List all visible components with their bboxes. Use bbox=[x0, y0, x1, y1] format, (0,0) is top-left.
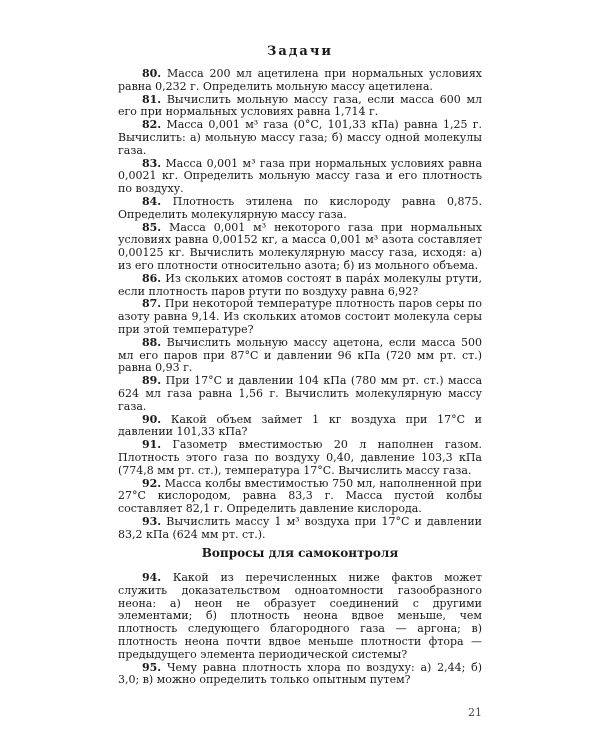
problem-text: Масса 0,001 м³ некоторого газа при нормальных условиях равна 0,00152 кг, а масса 0,001 м³ азота составляет 0,00125 кг. Вычислить молекулярную массу газа, исходя: а) из его плотности относительно азота; б) из мольного объема. bbox=[118, 220, 482, 272]
problem-item bbox=[118, 298, 482, 336]
problem-number: 80. bbox=[142, 67, 162, 80]
problem-text: Масса 200 мл ацетилена при нормальных условиях равна 0,232 г. Определить мольную массу ацетилена. bbox=[118, 67, 482, 93]
problem-text: Плотность этилена по кислороду равна 0,875. Определить молекулярную массу газа. bbox=[118, 194, 482, 221]
problem-text: Газометр вместимостью 20 л наполнен газом. Плотность этого газа по воздуху 0,40, давление 103,3 кПа (774,8 мм рт. ст.), температура 17°С. Вычислить массу газа. bbox=[118, 438, 483, 477]
question-item bbox=[118, 662, 482, 688]
problem-item bbox=[118, 68, 482, 94]
problem-text: Масса 0,001 м³ газа (0°С, 101,33 кПа) равна 1,25 г. Вычислить: а) мольную массу газа; б) массу одной молекулы газа. bbox=[118, 118, 483, 157]
problem-number: 87. bbox=[142, 297, 162, 311]
problem-number: 85. bbox=[142, 220, 162, 234]
problem-item bbox=[118, 375, 482, 413]
problem-item bbox=[118, 94, 482, 120]
problem-item bbox=[118, 119, 482, 157]
problem-number: 81. bbox=[142, 92, 162, 106]
problem-text: Вычислить мольную массу ацетона, если масса 500 мл его паров при 87°С и давлении 96 кПа (720 мм рт. ст.) равна 0,93 г. bbox=[118, 335, 483, 375]
problem-item bbox=[118, 196, 482, 222]
questions-list bbox=[118, 572, 482, 687]
problem-number: 84. bbox=[142, 194, 162, 208]
problem-number: 93. bbox=[142, 514, 162, 528]
questions-title: Вопросы для самоконтроля bbox=[201, 546, 399, 560]
problem-text: Вычислить массу 1 м³ воздуха при 17°С и давлении 83,2 кПа (624 мм рт. ст.). bbox=[118, 514, 482, 541]
problem-item bbox=[118, 222, 482, 273]
problem-number: 82. bbox=[142, 118, 162, 132]
problem-item bbox=[118, 158, 482, 196]
problem-text: Масса 0,001 м³ газа при нормальных условиях равна 0,0021 кг. Определить мольную массу газа и его плотность по воздуху. bbox=[118, 156, 483, 196]
problems-list bbox=[118, 68, 482, 541]
problem-number: 90. bbox=[142, 412, 162, 426]
problem-text: Какой объем займет 1 кг воздуха при 17°С и давлении 101,33 кПа? bbox=[118, 412, 483, 439]
problem-number: 86. bbox=[142, 271, 162, 285]
problem-item bbox=[118, 337, 482, 375]
problem-item bbox=[118, 273, 482, 299]
problem-number: 83. bbox=[142, 156, 162, 170]
problem-number: 89. bbox=[142, 374, 162, 388]
question-text: Чему равна плотность хлора по воздуху: а) 2,44; б) 3,0; в) можно определить только опытным путем? bbox=[118, 660, 482, 687]
section-title: Задачи bbox=[266, 44, 334, 59]
problem-number: 88. bbox=[142, 335, 162, 349]
problem-text: При 17°С и давлении 104 кПа (780 мм рт. ст.) масса 624 мл газа равна 1,56 г. Вычислить молекулярную массу газа. bbox=[118, 374, 483, 413]
problem-text: При некоторой температуре плотность паров серы по азоту равна 9,14. Из скольких атомов состоит молекула серы при этой температуре? bbox=[118, 297, 482, 336]
question-item bbox=[118, 572, 482, 662]
question-number: 94. bbox=[142, 571, 162, 584]
page-number: 21 bbox=[468, 706, 482, 719]
problem-item bbox=[118, 439, 482, 477]
problem-item bbox=[118, 414, 482, 440]
problem-text: Из скольких атомов состоят в пара́х молекулы ртути, если плотность паров ртути по воздуху равна 6,92? bbox=[118, 271, 482, 298]
problem-number: 92. bbox=[142, 476, 162, 490]
problem-text: Вычислить мольную массу газа, если масса 600 мл его при нормальных условиях равна 1,714 г. bbox=[118, 92, 482, 119]
question-number: 95. bbox=[142, 660, 162, 674]
problem-item bbox=[118, 516, 482, 542]
problem-number: 91. bbox=[142, 438, 162, 452]
problem-text: Масса колбы вместимостью 750 мл, наполненной при 27°С кислородом, равна 83,3 г. Масса пустой колбы составляет 82,1 г. Определить давление кислорода. bbox=[118, 476, 482, 516]
problem-item bbox=[118, 478, 482, 516]
question-text: Какой из перечисленных ниже фактов может служить доказательством одноатомности газообразного неона: а) неон не образует соединений с другими элементами; б) плотность неона вдвое меньше, чем плотность следующего благородного газа — аргона; в) плотность неона почти вдвое меньше плотности фтора — предыдущего элемента периодической системы? bbox=[118, 571, 482, 661]
